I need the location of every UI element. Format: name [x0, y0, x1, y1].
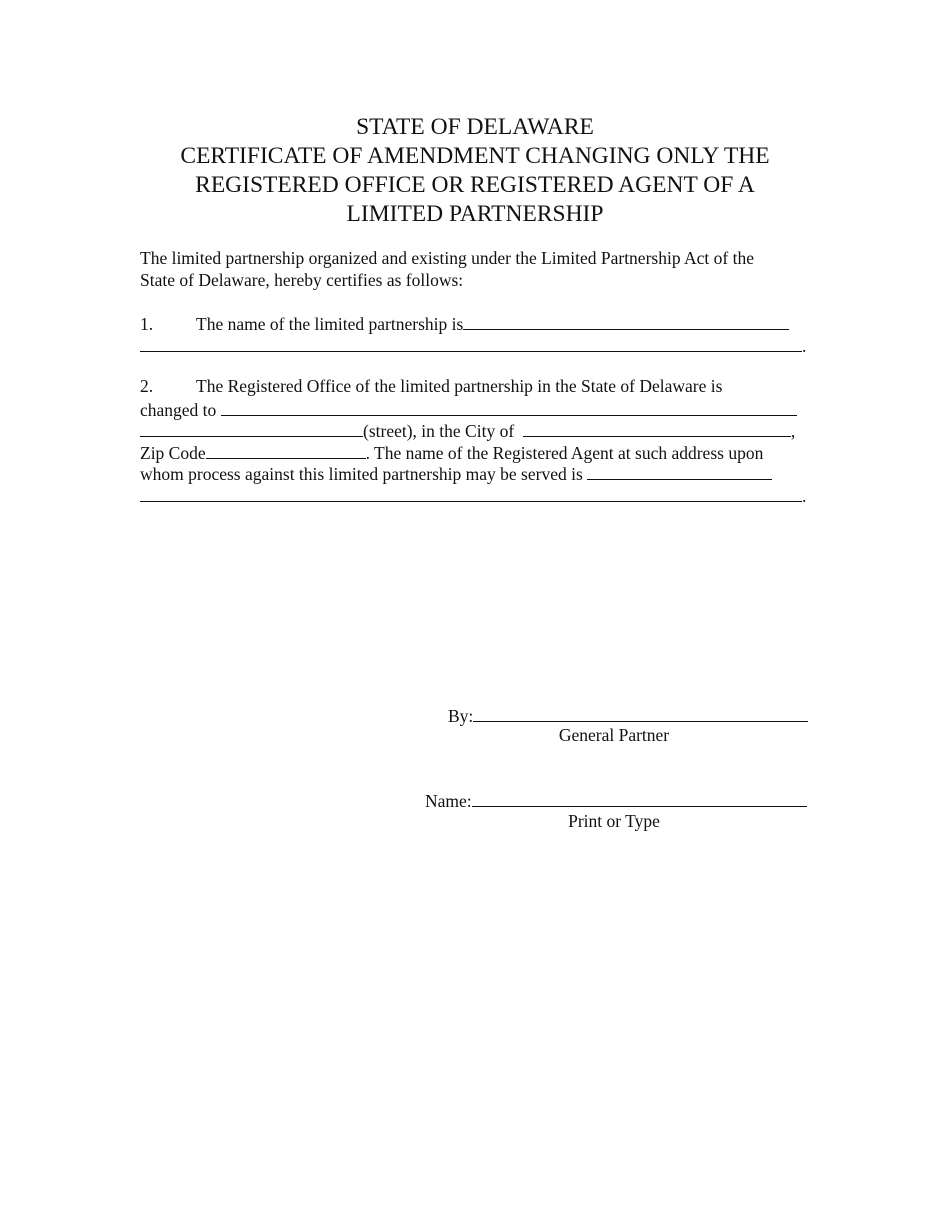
item-2-line-5 [140, 462, 810, 484]
name-label: Name: [425, 791, 472, 811]
by-label: By: [448, 706, 474, 726]
zip-code-field[interactable] [206, 441, 366, 459]
name-field[interactable] [472, 789, 807, 807]
document-title [140, 113, 810, 229]
registered-agent-field-continued[interactable] [140, 484, 802, 502]
zip-code-label: Zip Code [140, 442, 206, 463]
partnership-name-field[interactable] [463, 312, 789, 330]
by-signature-block [448, 704, 808, 728]
item-1-end-punct: . [802, 335, 807, 356]
item-1-text: The name of the limited partnership is [196, 314, 464, 334]
partnership-name-field-continued[interactable] [140, 334, 802, 352]
intro-paragraph [140, 248, 810, 291]
title-line-4: LIMITED PARTNERSHIP [346, 201, 604, 227]
print-or-type-caption: Print or Type [568, 811, 660, 831]
item-2-number: 2. [140, 376, 154, 396]
name-row [425, 789, 807, 813]
item-1-number: 1. [140, 314, 154, 334]
item-1-paragraph [140, 312, 810, 355]
general-partner-caption: General Partner [558, 725, 670, 745]
item-1-line-2 [140, 334, 810, 356]
item-2-line-3 [140, 419, 810, 441]
street-label: (street), in the City of [363, 421, 515, 441]
item-2-line-1 [140, 376, 810, 398]
item-2-paragraph [140, 376, 810, 505]
item-1-line-1 [140, 312, 810, 334]
intro-line-1: The limited partnership organized and existing under the Limited Partnership Act of the [140, 248, 754, 268]
item-2-end-punct: . [802, 485, 807, 506]
item-2-line-6 [140, 484, 810, 506]
name-signature-block [425, 789, 807, 813]
city-comma: , [790, 421, 796, 441]
registered-agent-field[interactable] [587, 462, 772, 480]
by-row [448, 704, 808, 728]
process-text: whom process against this limited partnership may be served is [140, 464, 583, 484]
title-line-1: STATE OF DELAWARE [356, 114, 594, 140]
street-field[interactable] [140, 419, 363, 437]
agent-text: . The name of the Registered Agent at such address upon [365, 442, 764, 463]
title-line-3: REGISTERED OFFICE OR REGISTERED AGENT OF A [195, 172, 755, 198]
registered-office-field[interactable] [221, 398, 797, 416]
title-line-2: CERTIFICATE OF AMENDMENT CHANGING ONLY THE [180, 143, 770, 169]
item-2-line-4 [140, 441, 810, 463]
by-signature-field[interactable] [473, 704, 808, 722]
city-field[interactable] [523, 419, 791, 437]
intro-line-2: State of Delaware, hereby certifies as follows: [140, 269, 464, 290]
item-2-line-2 [140, 398, 810, 420]
changed-to-label: changed to [140, 399, 217, 420]
item-2-text: The Registered Office of the limited partnership in the State of Delaware is [196, 376, 723, 396]
